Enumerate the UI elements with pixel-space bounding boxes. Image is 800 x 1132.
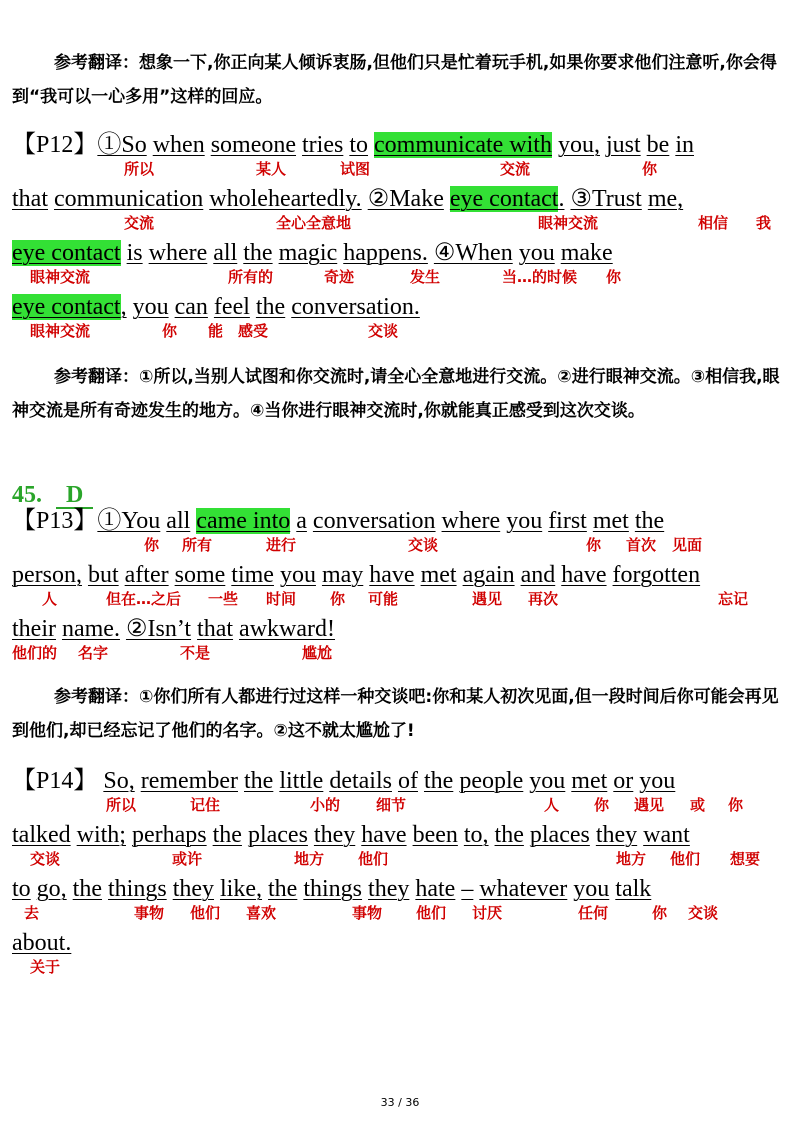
gloss: 你 (162, 322, 178, 340)
english-word: you (506, 508, 543, 534)
gloss: 你 (586, 536, 602, 554)
answer-letter: D (56, 483, 93, 509)
english-word: details (329, 768, 392, 794)
gloss: 相信 (698, 214, 729, 232)
gloss: 进行 (266, 536, 297, 554)
gloss: 他们的 (12, 644, 58, 662)
gloss: 奇迹 (324, 268, 355, 286)
english-word: to (349, 132, 369, 158)
english-word: wholeheartedly. (209, 186, 362, 212)
gloss: 发生 (410, 268, 441, 286)
gloss: 试图 (340, 160, 371, 178)
gloss: 时间 (266, 590, 297, 608)
english-word: person, (12, 562, 82, 588)
highlighted-phrase: came into (196, 508, 291, 534)
english-word: little (279, 768, 324, 794)
english-word: , (120, 294, 127, 320)
english-word: tries (302, 132, 344, 158)
english-word: want (643, 822, 690, 848)
gloss: 他们 (358, 850, 389, 868)
english-word: when (152, 132, 205, 158)
gloss: 可能 (368, 590, 399, 608)
english-word: conversation (312, 508, 436, 534)
highlighted-phrase: eye contact (12, 294, 121, 320)
english-word: first (548, 508, 587, 534)
gloss: 他们 (670, 850, 701, 868)
page-number: 33 / 36 (380, 1096, 420, 1109)
english-word: you, (557, 132, 600, 158)
gloss: 你 (606, 268, 622, 286)
english-word: some (174, 562, 226, 588)
english-word: hate (415, 876, 456, 902)
english-word: go, (36, 876, 67, 902)
gloss: 你 (642, 160, 658, 178)
english-word: again (462, 562, 515, 588)
p12-line-4 (12, 292, 790, 346)
gloss: 或 (690, 796, 706, 814)
p13-line-1 (12, 506, 790, 560)
english-word: . (558, 186, 565, 212)
gloss: 某人 (256, 160, 287, 178)
english-word: you (573, 876, 610, 902)
gloss: 关于 (30, 958, 61, 976)
english-word: So, (103, 768, 135, 794)
gloss: 所有 (182, 536, 213, 554)
gloss: 细节 (376, 796, 407, 814)
english-word: met (592, 508, 629, 534)
english-word: all (166, 508, 191, 534)
english-word: they (172, 876, 215, 902)
gloss: 地方 (616, 850, 647, 868)
english-word: you (279, 562, 316, 588)
english-word: in (675, 132, 694, 158)
gloss: 首次 (626, 536, 657, 554)
gloss: 事物 (134, 904, 165, 922)
english-word: to (12, 876, 31, 902)
gloss: 所以 (124, 160, 155, 178)
gloss: 所有的 (228, 268, 274, 286)
english-word: ④When (433, 240, 513, 266)
english-word: they (595, 822, 638, 848)
highlighted-phrase: eye contact (12, 240, 121, 266)
english-word: or (613, 768, 634, 794)
english-word: with; (76, 822, 126, 848)
english-word: awkward! (239, 616, 335, 642)
english-word: perhaps (131, 822, 207, 848)
question-number-label: 45. (12, 482, 42, 508)
gloss: 我 (756, 214, 772, 232)
english-word: about. (12, 930, 72, 956)
gloss: 遇见 (472, 590, 503, 608)
gloss: 讨厌 (472, 904, 503, 922)
gloss: 不是 (180, 644, 211, 662)
gloss: 交流 (124, 214, 155, 232)
english-word: make (560, 240, 613, 266)
gloss: 你 (652, 904, 668, 922)
english-word: time (231, 562, 274, 588)
english-word: where (441, 508, 501, 534)
gloss: 交谈 (30, 850, 61, 868)
gloss: 喜欢 (246, 904, 277, 922)
english-word: they (313, 822, 356, 848)
gloss: 所以 (106, 796, 137, 814)
gloss: 去 (24, 904, 40, 922)
english-word: the (423, 768, 454, 794)
gloss: 小的 (310, 796, 341, 814)
p14-line-3 (12, 874, 790, 928)
gloss: 地方 (294, 850, 325, 868)
gloss: 交流 (500, 160, 531, 178)
english-word: the (72, 876, 102, 902)
english-word: whatever (479, 876, 568, 902)
gloss: 你 (728, 796, 744, 814)
english-word: their (12, 616, 56, 642)
p13-line-2 (12, 560, 790, 614)
gloss: 你 (330, 590, 346, 608)
english-word: ②Make (367, 186, 444, 212)
english-word: name. (61, 616, 120, 642)
english-word: the (634, 508, 665, 534)
gloss: 交谈 (368, 322, 399, 340)
english-word: ②Isn’t (125, 616, 192, 642)
gloss: 眼神交流 (30, 322, 91, 340)
english-word: the (255, 294, 286, 320)
gloss: 交谈 (688, 904, 719, 922)
english-word: conversation. (291, 294, 420, 320)
english-word: have (369, 562, 415, 588)
english-word: things (303, 876, 363, 902)
english-word: all (213, 240, 238, 266)
gloss: 或许 (172, 850, 203, 868)
english-word: ①So (97, 132, 147, 158)
english-word: after (124, 562, 169, 588)
gloss: 当…的时候 (502, 268, 578, 286)
gloss: 事物 (352, 904, 383, 922)
english-word: a (296, 508, 307, 534)
english-word: places (247, 822, 308, 848)
highlighted-phrase: eye contact (449, 186, 559, 212)
english-word: remember (140, 768, 238, 794)
gloss: 全心全意地 (276, 214, 352, 232)
gloss: 忘记 (718, 590, 749, 608)
english-word: magic (278, 240, 338, 266)
english-word: and (520, 562, 556, 588)
gloss: 想要 (730, 850, 761, 868)
english-word: met (420, 562, 457, 588)
highlighted-phrase: communicate with (374, 132, 552, 158)
english-word: that (12, 186, 48, 212)
english-word: of (397, 768, 418, 794)
gloss: 人 (42, 590, 58, 608)
p12-line-2 (12, 184, 790, 238)
english-word: to, (463, 822, 489, 848)
p12-line-1 (12, 130, 790, 184)
english-word: – (461, 876, 474, 902)
gloss: 他们 (190, 904, 221, 922)
english-word: you (639, 768, 676, 794)
gloss: 眼神交流 (30, 268, 91, 286)
gloss: 但在…之后 (106, 590, 182, 608)
gloss: 一些 (208, 590, 239, 608)
english-word: been (412, 822, 458, 848)
p14-line-1 (12, 766, 790, 820)
english-word: people (459, 768, 524, 794)
translation-p12: 参考翻译：①所以,当别人试图和你交流时,请全心全意地进行交流。②进行眼神交流。③相信我,眼神交流是所有奇迹发生的地方。④当你进行眼神交流时,你就能真正感受到这次交谈。 (12, 367, 780, 421)
english-word: the (212, 822, 242, 848)
translation-p13: 参考翻译：①你们所有人都进行过这样一种交谈吧:你和某人初次见面,但一段时间后你可能会再见到他们,却已经忘记了他们的名字。②这不就太尴尬了! (12, 687, 779, 741)
translation-p11: 参考翻译：想象一下,你正向某人倾诉衷肠,但他们只是忙着玩手机,如果你要求他们注意听,你会得到“我可以一心多用”这样的回应。 (12, 53, 777, 107)
english-word: you (529, 768, 566, 794)
p14-line-4 (12, 928, 790, 982)
gloss: 名字 (78, 644, 109, 662)
english-word: where (148, 240, 208, 266)
english-word: is (126, 240, 143, 266)
p13-line-3 (12, 614, 790, 668)
english-word: but (87, 562, 119, 588)
english-word: met (571, 768, 608, 794)
english-word: talk (615, 876, 652, 902)
gloss: 记住 (190, 796, 221, 814)
english-word: like, (220, 876, 263, 902)
gloss: 遇见 (634, 796, 665, 814)
gloss: 他们 (416, 904, 447, 922)
english-word: be (646, 132, 670, 158)
gloss: 你 (144, 536, 160, 554)
gloss: 交谈 (408, 536, 439, 554)
english-word: the (243, 240, 273, 266)
english-word: talked (12, 822, 71, 848)
english-word: the (268, 876, 298, 902)
english-word: feel (213, 294, 250, 320)
english-word: that (197, 616, 234, 642)
english-word: the (494, 822, 524, 848)
gloss: 尴尬 (302, 644, 333, 662)
english-word: have (361, 822, 407, 848)
gloss: 见面 (672, 536, 703, 554)
english-word: you (132, 294, 169, 320)
english-word: have (561, 562, 607, 588)
english-word: can (174, 294, 208, 320)
p12-line-3 (12, 238, 790, 292)
p14-line-2 (12, 820, 790, 874)
english-word: someone (210, 132, 297, 158)
paragraph-label: 【P12】 (12, 132, 98, 158)
english-word: ③Trust (570, 186, 642, 212)
gloss: 感受 (238, 322, 269, 340)
english-word: the (244, 768, 274, 794)
english-word: just (605, 132, 641, 158)
gloss: 任何 (578, 904, 609, 922)
paragraph-label: 【P13】 (12, 508, 98, 534)
english-word: places (529, 822, 590, 848)
english-word: me, (647, 186, 684, 212)
gloss: 眼神交流 (538, 214, 599, 232)
english-word: things (108, 876, 167, 902)
paragraph-label: 【P14】 (12, 768, 98, 794)
gloss: 再次 (528, 590, 559, 608)
english-word: forgotten (612, 562, 701, 588)
english-word: may (321, 562, 364, 588)
english-word: happens. (343, 240, 428, 266)
english-word: communication (54, 186, 204, 212)
gloss: 你 (594, 796, 610, 814)
gloss: 能 (208, 322, 224, 340)
gloss: 人 (544, 796, 560, 814)
english-word: you (518, 240, 555, 266)
english-word: they (368, 876, 410, 902)
english-word: ①You (97, 508, 161, 534)
